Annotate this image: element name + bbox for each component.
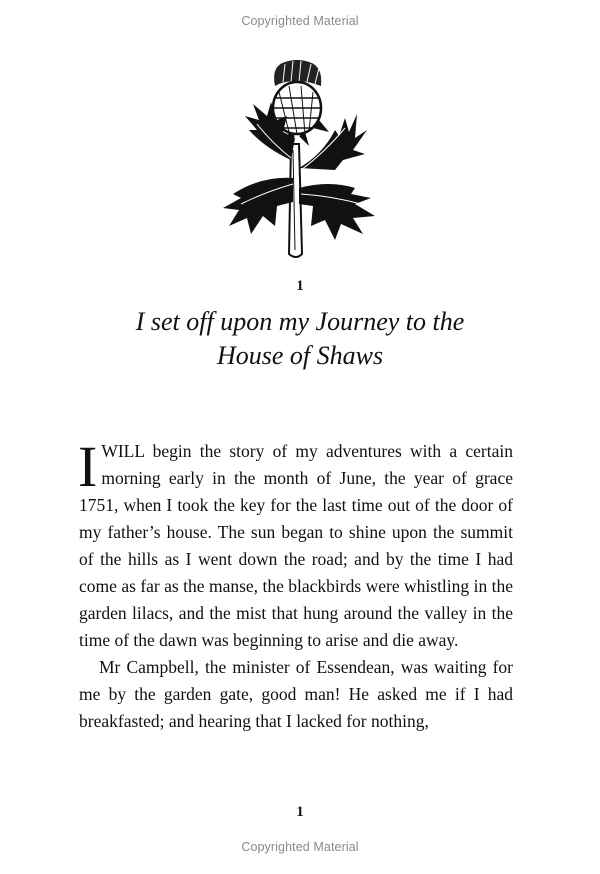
paragraph-2: Mr Campbell, the minister of Essendean, was waiting for me by the garden gate, good man! He asked me if I had breakfasted; and hearing that I lacked for nothing,: [79, 657, 513, 731]
chapter-number: 1: [296, 278, 304, 294]
chapter-title-line2: House of Shaws: [216, 341, 384, 370]
paragraph-1-text: WILL begin the story of my adventures with a certain morning early in the month of June, the year of grace 1751, when I took the key for the last time out of the door of my father’s house. The sun began to shine upon the summit of the hills as I went down the road; and by the time I had come as far as the manse, the blackbirds were whistling in the garden lilacs, and the mist that hung around the valley in the time of the dawn was beginning to arise and die away.: [79, 441, 513, 650]
body-text: [78, 434, 513, 735]
chapter-title-line1: I set off upon my Journey to the: [135, 307, 465, 336]
paragraph-1: [78, 434, 513, 654]
chapter-title: [60, 305, 540, 373]
page-number: 1: [296, 804, 304, 820]
watermark-top: Copyrighted Material: [241, 14, 359, 28]
watermark-bottom: Copyrighted Material: [241, 840, 359, 854]
thistle-icon: [205, 58, 385, 264]
drop-cap: I: [78, 434, 98, 499]
